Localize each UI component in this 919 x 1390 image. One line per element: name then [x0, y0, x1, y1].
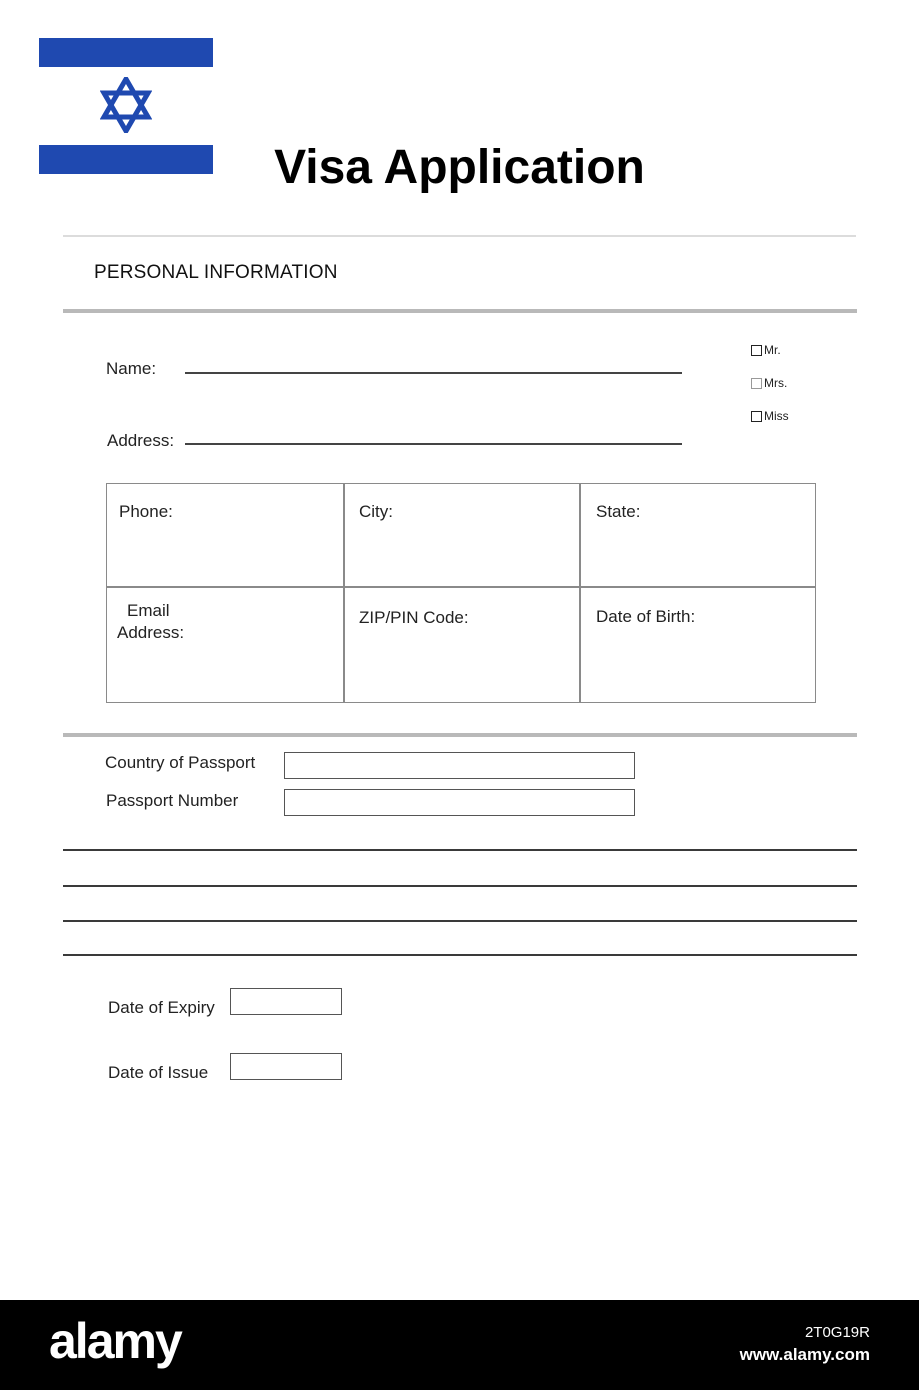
title-option-mr[interactable]	[751, 343, 781, 357]
email-cell-label-line2: Address:	[117, 623, 185, 642]
passport-number-input[interactable]	[284, 789, 635, 816]
title-option-label: Miss	[764, 409, 789, 423]
page-title	[0, 140, 919, 195]
stock-url: www.alamy.com	[739, 1345, 870, 1364]
passport-number-label: Passport Number	[106, 791, 239, 810]
checkbox-mr[interactable]	[751, 345, 762, 356]
checkbox-miss[interactable]	[751, 411, 762, 422]
name-field[interactable]	[185, 372, 682, 374]
writing-line[interactable]	[63, 849, 857, 851]
title-option-mrs[interactable]	[751, 376, 787, 390]
country-of-passport-label: Country of Passport	[105, 753, 256, 772]
title-option-label: Mr.	[764, 343, 781, 357]
grid-divider	[107, 586, 815, 588]
grid-divider	[579, 484, 581, 702]
writing-line[interactable]	[63, 954, 857, 956]
zip-cell-label: ZIP/PIN Code:	[359, 608, 469, 627]
section-divider	[63, 309, 857, 313]
page-title-text: Visa Application	[274, 141, 645, 194]
title-option-miss[interactable]	[751, 409, 789, 423]
email-cell-label-line1: Email	[127, 601, 170, 620]
phone-cell-label: Phone:	[119, 502, 173, 521]
section-heading-personal: PERSONAL INFORMATION	[94, 262, 338, 283]
date-of-expiry-label: Date of Expiry	[108, 998, 215, 1017]
grid-divider	[343, 484, 345, 702]
title-option-label: Mrs.	[764, 376, 788, 390]
state-cell-label: State:	[596, 502, 641, 521]
date-of-issue-input[interactable]	[230, 1053, 342, 1080]
checkbox-mrs[interactable]	[751, 378, 762, 389]
title-divider	[63, 235, 856, 237]
flag-top-stripe	[39, 38, 213, 67]
star-of-david-icon	[100, 77, 152, 133]
writing-line[interactable]	[63, 885, 857, 887]
city-cell-label: City:	[359, 502, 393, 521]
country-of-passport-input[interactable]	[284, 752, 635, 779]
date-of-issue-label: Date of Issue	[108, 1063, 209, 1082]
writing-line[interactable]	[63, 920, 857, 922]
stock-image-id: 2T0G19R	[804, 1324, 870, 1341]
address-label: Address:	[107, 431, 175, 450]
alamy-logo: alamy	[49, 1313, 181, 1369]
name-label: Name:	[106, 359, 157, 378]
contact-grid	[106, 483, 816, 703]
date-of-expiry-input[interactable]	[230, 988, 342, 1015]
dob-cell-label: Date of Birth:	[596, 607, 696, 626]
address-field[interactable]	[185, 443, 682, 445]
section-divider	[63, 733, 857, 737]
